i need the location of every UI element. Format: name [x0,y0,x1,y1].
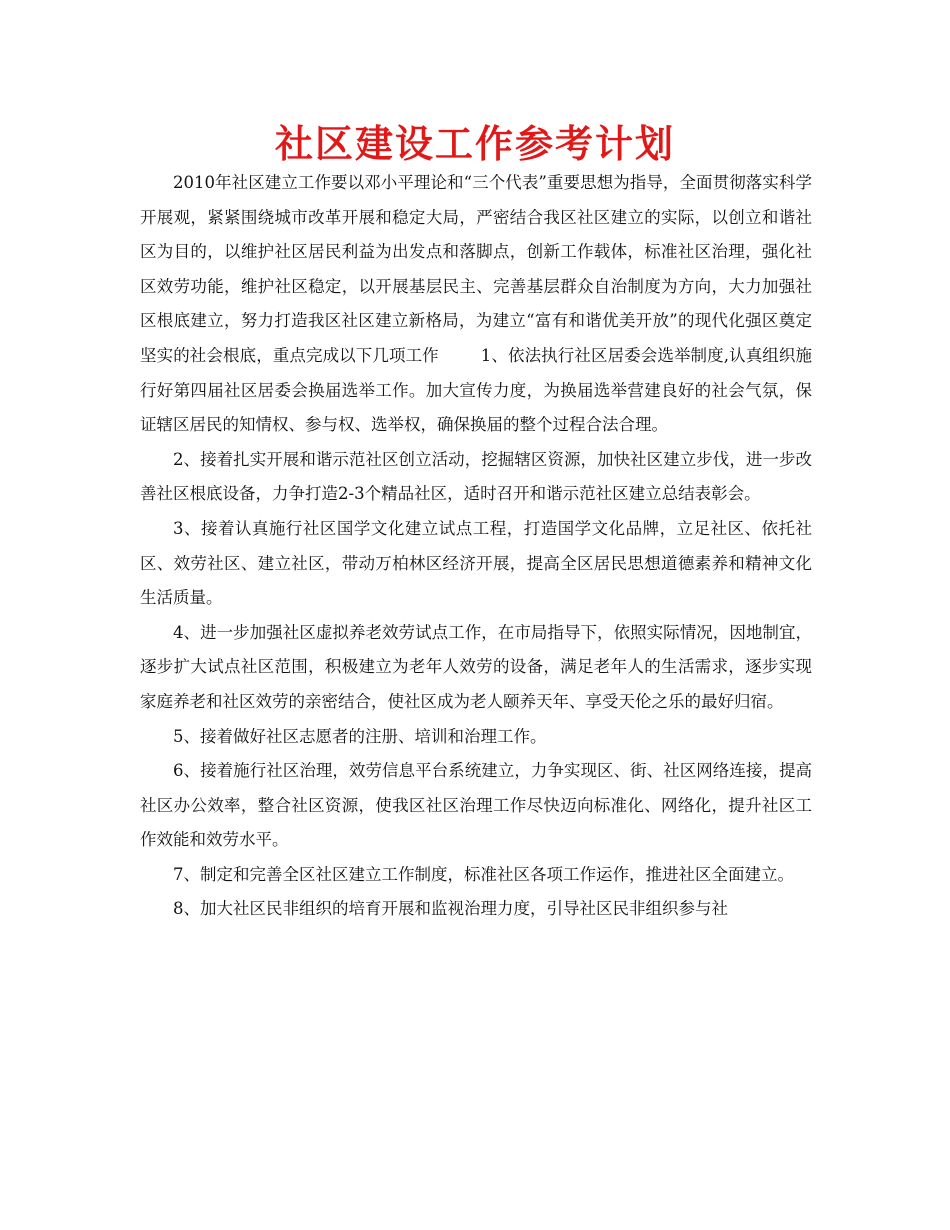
paragraph-item-4: 4、进一步加强社区虚拟养老效劳试点工作，在市局指导下，依照实际情况，因地制宜，逐步扩大试点社区范围，积极建立为老年人效劳的设备，满足老年人的生活需求，逐步实现家庭养老和社区效劳的亲密结合，使社区成为老人颐养天年、享受天伦之乐的最好归宿。 [140,622,812,711]
paragraph-item-8: 8、加大社区民非组织的培育开展和监视治理力度，引导社区民非组织参与社 [173,899,728,919]
intro-text: 2010年社区建立工作要以邓小平理论和“三个代表”重要思想为指导，全面贯彻落实科学开展观，紧紧围绕城市改革开展和稳定大局，严密结合我区社区建立的实际，以创立和谐社区为目的，以维护社区居民利益为出发点和落脚点，创新工作载体，标准社区治理，强化社区效劳功能，维护社区稳定，以开展基层民主、完善基层群众自治制度为方向，大力加强社区根底建立，努力打造我区社区建立新格局，为建立“富有和谐优美开放”的现代化强区奠定坚实的社会根底，重点完成以下几项工作 [140,173,812,365]
document-body [140,166,812,927]
paragraph-item-7: 7、制定和完善全区社区建立工作制度，标准社区各项工作运作，推进社区全面建立。 [173,864,794,884]
paragraph-intro [140,166,812,443]
page-title: 社区建设工作参考计划 [274,122,675,166]
item-1-text: 1、依法执行社区居委会选举制度,认真组织施行好第四届社区居委会换届选举工作。加大宣传力度，为换届选举营建良好的社会气氛，保证辖区居民的知情权、参与权、选举权，确保换届的整个过程合法合理。 [140,345,812,435]
paragraph-item-2: 2、接着扎实开展和谐示范社区创立活动，挖掘辖区资源，加快社区建立步伐，进一步改善社区根底设备，力争打造2-3个精品社区，适时召开和谐示范社区建立总结表彰会。 [140,449,812,504]
paragraph-item-3: 3、接着认真施行社区国学文化建立试点工程，打造国学文化品牌，立足社区、依托社区、效劳社区、建立社区，带动万柏林区经济开展，提高全区居民思想道德素养和精神文化生活质量。 [140,518,812,608]
paragraph-item-6: 6、接着施行社区治理，效劳信息平台系统建立，力争实现区、街、社区网络连接，提高社区办公效率，整合社区资源，使我区社区治理工作尽快迈向标准化、网络化，提升社区工作效能和效劳水平。 [140,761,812,850]
paragraph-item-5: 5、接着做好社区志愿者的注册、培训和治理工作。 [173,726,547,746]
